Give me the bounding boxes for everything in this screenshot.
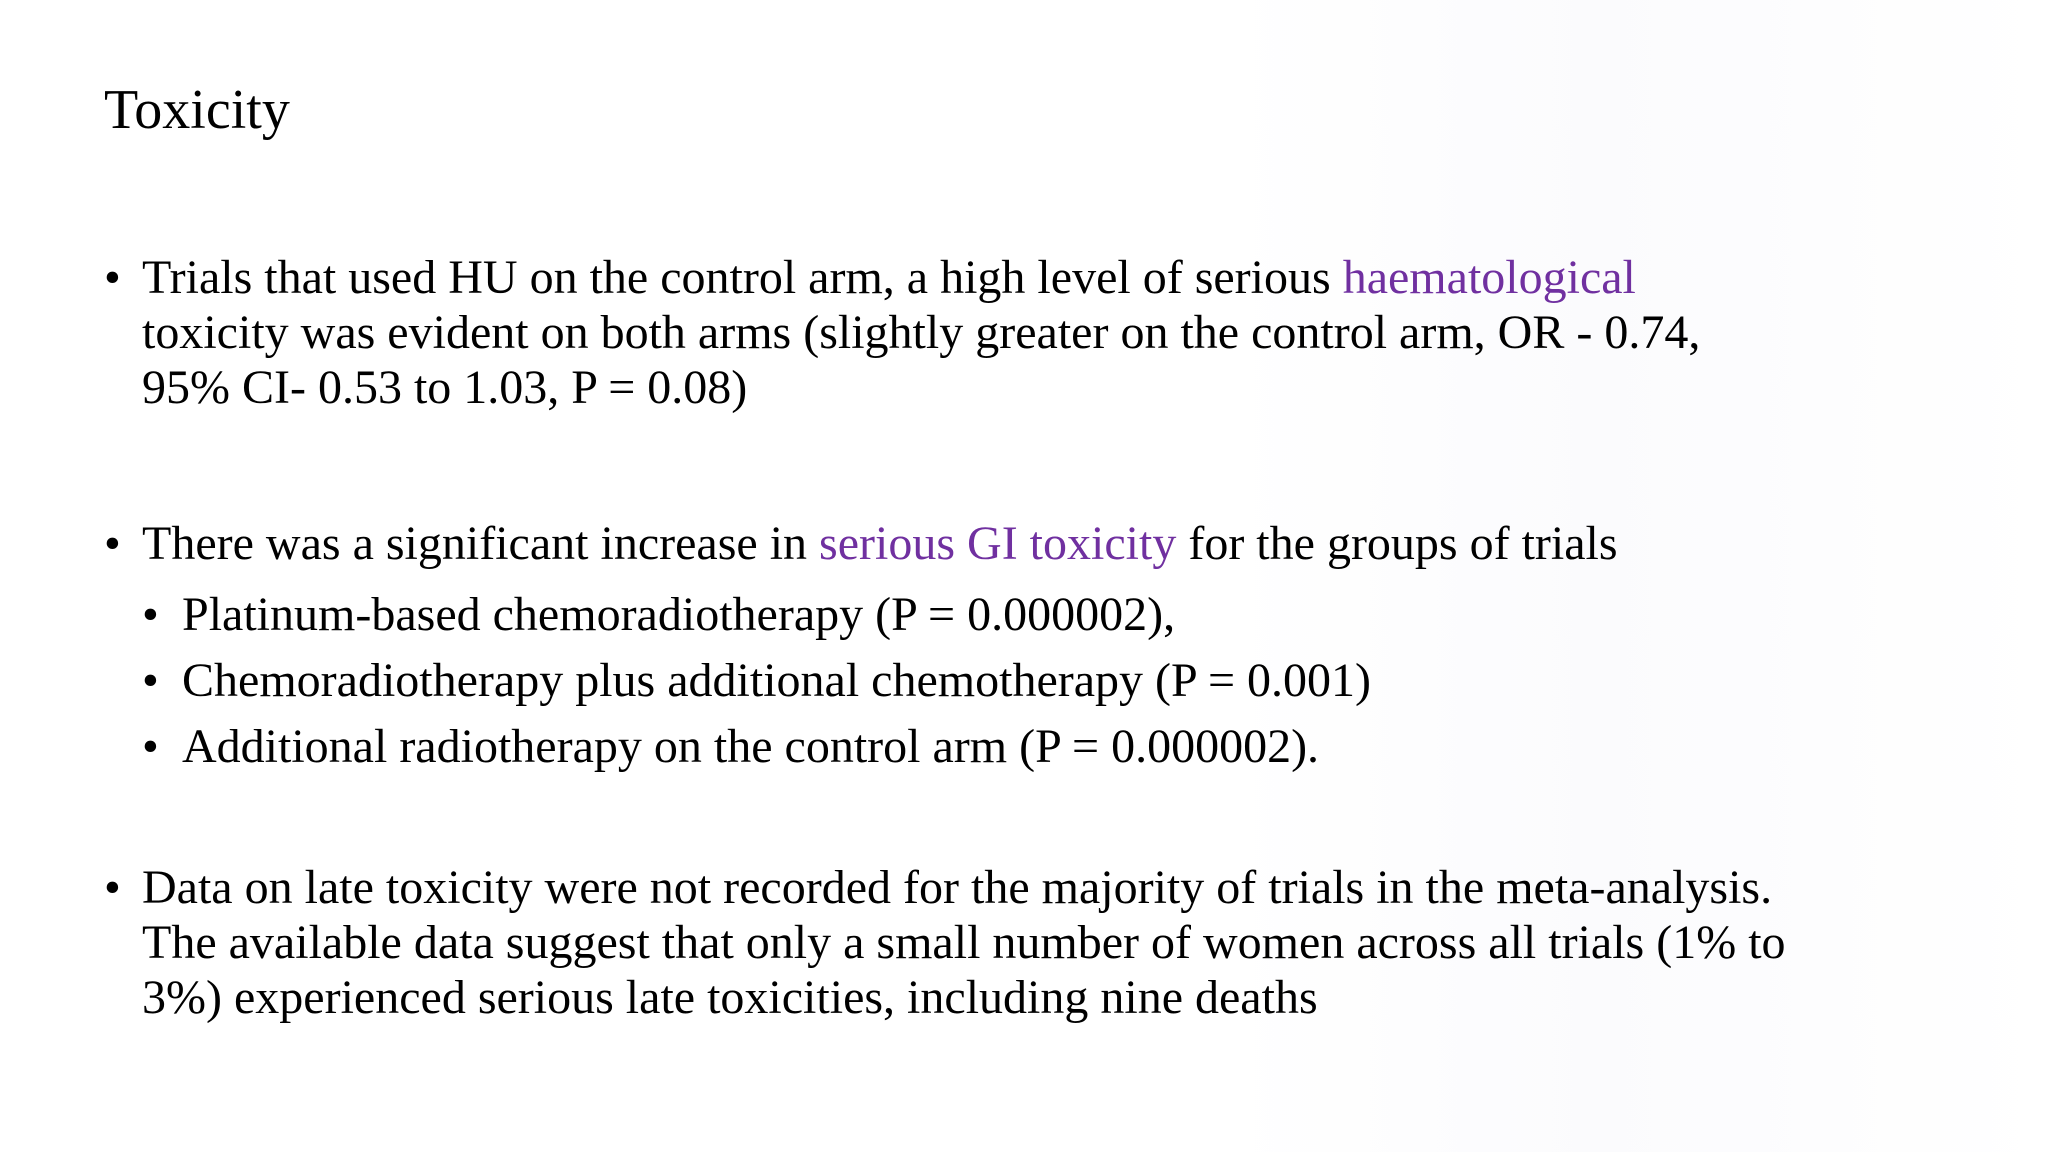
bullet-text: There was a significant increase in bbox=[142, 517, 820, 570]
sub-bullet-list bbox=[142, 582, 1954, 780]
bullet-icon: • bbox=[104, 861, 121, 914]
bullet-item bbox=[104, 250, 1954, 415]
bullet-icon: • bbox=[104, 517, 121, 570]
sub-bullet-item bbox=[142, 648, 1954, 714]
bullet-line: The available data suggest that only a small number of women across all trials (1% to bbox=[142, 916, 1786, 969]
bullet-line: Data on late toxicity were not recorded for the majority of trials in the meta-analysis. bbox=[142, 861, 1773, 914]
bullet-item bbox=[104, 860, 1954, 1025]
sub-bullet-text: Additional radiotherapy on the control arm (P = 0.000002). bbox=[182, 720, 1320, 773]
sub-bullet-text: Platinum-based chemoradiotherapy (P = 0.000002), bbox=[182, 588, 1176, 641]
bullet-line: toxicity was evident on both arms (slightly greater on the control arm, OR - 0.74, bbox=[142, 306, 1701, 359]
sub-bullet-item bbox=[142, 582, 1954, 648]
bullet-icon: • bbox=[142, 720, 159, 773]
bullet-icon: • bbox=[142, 588, 159, 641]
slide-title: Toxicity bbox=[104, 79, 290, 141]
highlight-term: serious GI toxicity bbox=[819, 517, 1177, 570]
bullet-icon: • bbox=[104, 251, 121, 304]
sub-bullet-item bbox=[142, 714, 1954, 780]
bullet-line: 95% CI- 0.53 to 1.03, P = 0.08) bbox=[142, 361, 748, 414]
bullet-line bbox=[142, 516, 1954, 571]
highlight-term: haematological bbox=[1342, 251, 1636, 304]
bullet-item bbox=[104, 516, 1954, 571]
bullet-haematological-toxicity bbox=[104, 250, 1954, 415]
sub-bullet-text: Chemoradiotherapy plus additional chemotherapy (P = 0.001) bbox=[182, 654, 1372, 707]
bullet-line bbox=[142, 250, 1954, 305]
bullet-gi-toxicity bbox=[104, 516, 1954, 780]
bullet-icon: • bbox=[142, 654, 159, 707]
bullet-text: Trials that used HU on the control arm, a high level of serious bbox=[142, 251, 1343, 304]
bullet-late-toxicity bbox=[104, 860, 1954, 1025]
bullet-text: for the groups of trials bbox=[1176, 517, 1618, 570]
bullet-line: 3%) experienced serious late toxicities, including nine deaths bbox=[142, 971, 1318, 1024]
